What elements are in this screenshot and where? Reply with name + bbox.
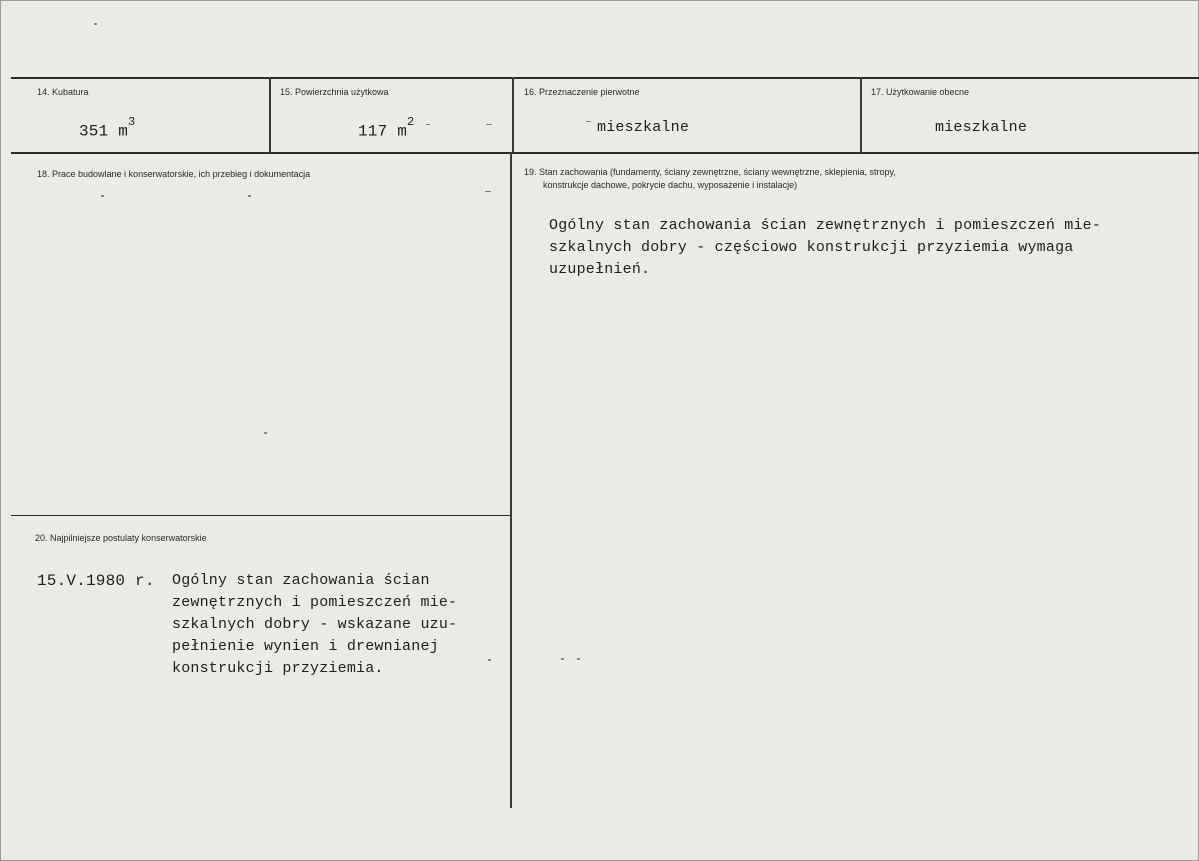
field-18-label: 18. Prace budowlane i konserwatorskie, ich przebieg i dokumentacja — [37, 169, 311, 179]
field-20-text-line2: zewnętrznych i pomieszczeń mie- — [172, 594, 458, 611]
field-16-value: mieszkalne — [597, 119, 690, 136]
field-14-label: 14. Kubatura — [37, 87, 89, 97]
row1-bottom-rule — [11, 152, 1199, 154]
field-14-number: 351 m — [79, 122, 129, 141]
field-19-label-line2: konstrukcje dachowe, pokrycie dachu, wyposażenie i instalacje) — [543, 180, 798, 190]
field-19-text-line1: Ogólny stan zachowania ścian zewnętrznych i pomieszczeń mie- — [549, 217, 1102, 234]
speck — [586, 121, 591, 122]
speck — [485, 191, 491, 192]
field-20-text-line3: szkalnych dobry - wskazane uzu- — [172, 616, 458, 633]
speck — [577, 658, 580, 660]
speck — [488, 659, 491, 661]
field-19-label-line1: 19. Stan zachowania (fundamenty, ściany zewnętrzne, ściany wewnętrzne, sklepienia, stropy, — [524, 167, 896, 177]
field-15-label: 15. Powierzchnia użytkowa — [280, 87, 389, 97]
field-19-text-line2: szkalnych dobry - częściowo konstrukcji przyziemia wymaga — [549, 239, 1074, 256]
speck — [426, 124, 430, 125]
field-20-text-line5: konstrukcji przyziemia. — [172, 660, 384, 677]
field-17-label: 17. Użytkowanie obecne — [871, 87, 970, 97]
speck — [101, 195, 104, 197]
field-20-label: 20. Najpilniejsze postulaty konserwatorskie — [35, 533, 207, 543]
speck — [264, 432, 267, 434]
field-20-text-line1: Ogólny stan zachowania ścian — [172, 572, 430, 589]
speck — [94, 23, 97, 25]
field-20-text-line4: pełnienie wynien i drewnianej — [172, 638, 439, 655]
speck — [486, 124, 492, 125]
divider-15-16 — [512, 77, 514, 153]
field-15-exponent: 2 — [407, 115, 415, 129]
divider-14-15 — [269, 77, 271, 153]
top-rule — [11, 77, 1199, 79]
field-19-text-line3: uzupełnień. — [549, 261, 651, 278]
field-17-value: mieszkalne — [935, 119, 1028, 136]
divider-16-17 — [860, 77, 862, 153]
field-15-value — [358, 115, 415, 141]
speck — [561, 658, 564, 660]
divider-main-column — [510, 152, 512, 808]
field-14-value — [79, 115, 136, 141]
field-14-exponent: 3 — [128, 115, 136, 129]
speck — [248, 195, 251, 197]
field-16-label: 16. Przeznaczenie pierwotne — [524, 87, 640, 97]
field-15-number: 117 m — [358, 122, 408, 141]
field-20-date: 15.V.1980 r. — [37, 572, 155, 590]
field18-bottom-rule — [11, 515, 511, 516]
